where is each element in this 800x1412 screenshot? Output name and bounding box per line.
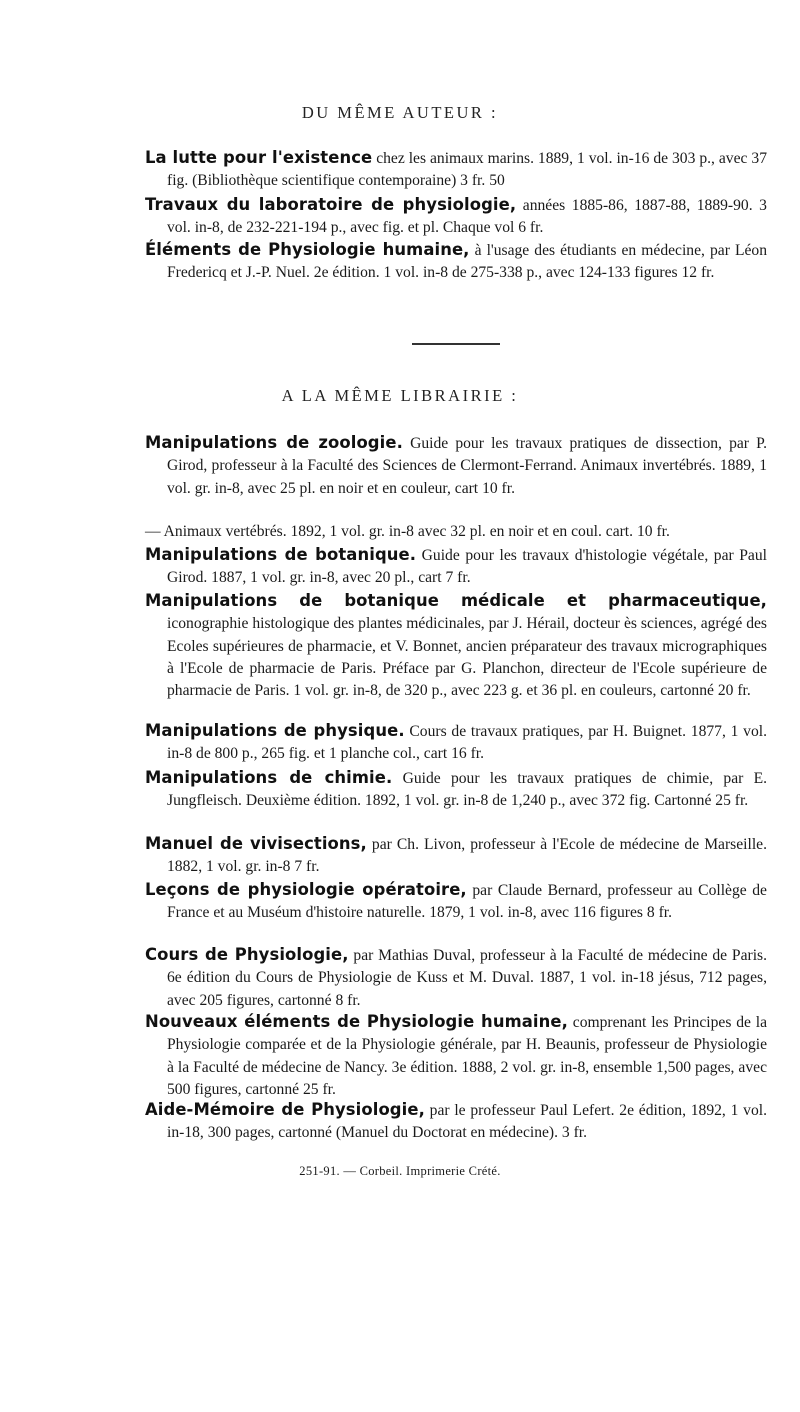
entry-body: par Claude Bernard, professeur au Collège de France et au Muséum d'histoire naturelle. 1879, 1 vol. in-8, avec 116 figures: [167, 882, 767, 922]
list-item: [145, 147, 767, 193]
entry-title: Manipulations de botanique.: [145, 545, 417, 564]
entry-price: 8 fr.: [335, 991, 361, 1009]
entry-body: années 1885-86, 1887-88, 1889-90. 3 vol. in-8, de 232-221-194 p., avec fig. et pl. Chaque vol: [167, 197, 767, 237]
entry-price: 16 fr.: [451, 745, 484, 763]
entry-price: 7 fr.: [445, 569, 471, 587]
entry-body: à l'usage des étudiants en médecine, par Léon Fredericq et J.-P. Nuel. 2e édition. 1 vol. in-8 de 275-338 p., avec 124-133 figures: [167, 242, 767, 282]
list-item: [145, 720, 767, 766]
list-item: [145, 432, 767, 500]
entry-body: Guide pour les travaux d'histologie végétale, par Paul Girod. 1887, 1 vol. gr. in-8, avec 20 pl., cart: [167, 547, 767, 587]
entry-price: 25 fr.: [302, 1080, 336, 1098]
entry-title: Leçons de physiologie opératoire,: [145, 880, 467, 899]
entry-body: par Mathias Duval, professeur à la Faculté de médecine de Paris. 6e édition du Cours de Physiologie de Kuss et M. Duval. 1887, 1 vol. in-18 jésus, 712 pages, avec 205 figures, cartonné: [167, 947, 768, 1009]
list-item: [145, 544, 767, 590]
imprint-footer: 251-91. — Corbeil. Imprimerie Crété.: [299, 1164, 501, 1178]
entry-price: 12 fr.: [681, 264, 715, 282]
heading-du-meme-auteur: DU MÊME AUTEUR :: [301, 103, 499, 122]
list-item: [145, 944, 767, 1012]
entry-title: La lutte pour l'existence: [145, 148, 373, 167]
entry-title: Nouveaux éléments de Physiologie humaine,: [145, 1012, 568, 1031]
entry-body: chez les animaux marins. 1889, 1 vol. in-16 de 303 p., avec 37 fig. (Bibliothèque scientifique contemporaine): [167, 150, 767, 190]
entry-sub: — Animaux vertébrés. 1892, 1 vol. gr. in-8 avec 32 pl. en noir et en coul. cart.: [145, 523, 634, 540]
entry-body: Guide pour les travaux pratiques de dissection, par P. Girod, professeur à la Faculté des Sciences de Clermont-Ferrand. Animaux invertébrés. 1889, 1 vol. gr. in-8, avec 25 pl. en noir et en couleur, cart: [167, 435, 768, 497]
list-item: [145, 239, 767, 285]
entry-price: 3 fr.: [561, 1124, 588, 1142]
entry-price: 10 fr.: [482, 479, 515, 497]
list-item: [145, 833, 767, 879]
entry-body: par le professeur Paul Lefert. 2e édition, 1892, 1 vol. in-18, 300 pages, cartonné (Manuel du Doctorat en médecine).: [167, 1102, 767, 1142]
entry-price: 3 fr. 50: [460, 172, 505, 190]
entry-title: Manuel de vivisections,: [145, 834, 367, 853]
entry-title: Manipulations de chimie.: [145, 768, 393, 787]
divider: [412, 343, 500, 345]
entry-price: 7 fr.: [294, 858, 320, 876]
entry-body: Cours de travaux pratiques, par H. Buignet. 1877, 1 vol. in-8 de 800 p., 265 fig. et 1 planche col., cart: [167, 723, 767, 763]
list-item: [145, 1099, 767, 1145]
entry-title: Travaux du laboratoire de physiologie,: [145, 195, 517, 214]
list-item: [145, 1011, 767, 1101]
list-item: [145, 879, 767, 925]
entry-body: par Ch. Livon, professeur à l'Ecole de médecine de Marseille. 1882, 1 vol. gr. in-8: [167, 836, 767, 876]
entry-price: 20 fr.: [717, 682, 751, 700]
entry-body: comprenant les Principes de la Physiologie comparée et de la Physiologie générale, par H. Beaunis, professeur de Physiologie à la Faculté de médecine de Nancy. 3e édition. 1888, 2 vol. gr. in-8, ensemble 1,500 pages, avec 500 figures, cartonné: [167, 1014, 767, 1098]
entry-title: Aide-Mémoire de Physiologie,: [145, 1100, 425, 1119]
entry-title: Manipulations de botanique médicale et pharmaceutique,: [145, 591, 767, 610]
entry-price: 10 fr.: [636, 523, 670, 540]
heading-a-la-meme-librairie: A LA MÊME LIBRAIRIE :: [281, 386, 519, 405]
entry-title: Manipulations de zoologie.: [145, 433, 403, 452]
list-item: [145, 521, 767, 543]
list-item: [145, 590, 767, 702]
entry-body: Guide pour les travaux pratiques de chimie, par E. Jungfleisch. Deuxième édition. 1892, 1 vol. gr. in-8 de 1,240 p., avec 372 fig. Cartonné: [167, 770, 767, 810]
entry-price: 25 fr.: [715, 792, 749, 810]
list-item: [145, 194, 767, 240]
entry-price: 6 fr.: [518, 219, 544, 237]
entry-title: Éléments de Physiologie humaine,: [145, 240, 470, 259]
list-item: [145, 767, 767, 813]
entry-price: 8 fr.: [646, 904, 673, 922]
entry-body: iconographie histologique des plantes médicinales, par J. Hérail, docteur ès sciences, agrégé des Ecoles supérieures de pharmacie, et V. Bonnet, ancien préparateur des travaux micrographiques à l'Ecole de pharmacie de Paris. Préface par G. Planchon, directeur de l'Ecole supérieure de pharmacie de Paris. 1 vol. gr. in-8, de 320 p., avec 223 g. et 36 pl. en couleurs, cartonné: [167, 615, 767, 700]
entry-title: Cours de Physiologie,: [145, 945, 349, 964]
entry-title: Manipulations de physique.: [145, 721, 405, 740]
